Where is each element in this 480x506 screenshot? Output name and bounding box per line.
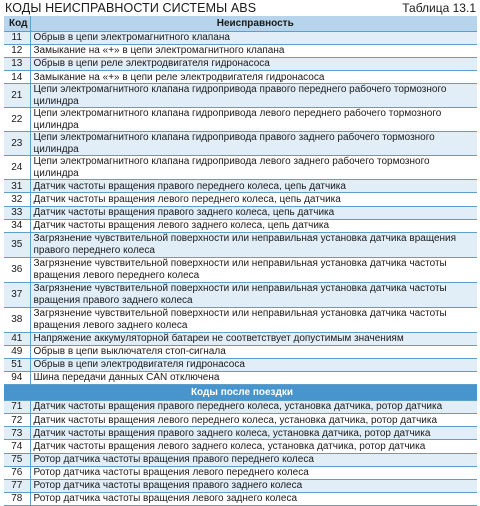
fault-code: 12 <box>4 45 30 58</box>
fault-code: 13 <box>4 58 30 71</box>
table-row <box>4 132 477 156</box>
table-row <box>4 332 477 345</box>
table-row <box>4 257 477 282</box>
column-header-fault: Неисправность <box>30 16 477 32</box>
table-body <box>4 32 477 506</box>
fault-description: Напряжение аккумуляторной батареи не соответствует допустимым значениям <box>30 332 477 345</box>
fault-code: 77 <box>4 479 30 492</box>
fault-code: 75 <box>4 453 30 466</box>
fault-code: 24 <box>4 156 30 180</box>
fault-description: Ротор датчика частоты вращения левого переднего колеса <box>30 466 477 479</box>
document-title: КОДЫ НЕИСПРАВНОСТИ СИСТЕМЫ ABS <box>5 1 257 15</box>
fault-description: Цепи электромагнитного клапана гидропривода правого переднего рабочего тормозного цилиндра <box>30 84 477 108</box>
fault-code: 36 <box>4 257 30 282</box>
table-row <box>4 108 477 132</box>
table-row <box>4 453 477 466</box>
fault-code: 78 <box>4 492 30 505</box>
fault-code: 14 <box>4 71 30 84</box>
fault-description: Датчик частоты вращения левого переднего колеса, цепь датчика <box>30 193 477 206</box>
table-row <box>4 345 477 358</box>
table-row <box>4 358 477 371</box>
fault-description: Замыкание на «+» в цепи реле электродвигателя гидронасоса <box>30 71 477 84</box>
column-header-code: Код <box>4 16 30 32</box>
table-row <box>4 193 477 206</box>
fault-code: 37 <box>4 282 30 307</box>
fault-code: 49 <box>4 345 30 358</box>
fault-code: 74 <box>4 440 30 453</box>
fault-code: 21 <box>4 84 30 108</box>
section-row-after-trip <box>4 385 477 401</box>
table-row <box>4 372 477 385</box>
table-row <box>4 414 477 427</box>
table-row <box>4 71 477 84</box>
table-row <box>4 180 477 193</box>
fault-code: 11 <box>4 32 30 45</box>
table-row <box>4 206 477 219</box>
table-row <box>4 45 477 58</box>
fault-description: Цепи электромагнитного клапана гидропривода правого заднего рабочего тормозного цилиндра <box>30 132 477 156</box>
fault-description: Шина передачи данных CAN отключена <box>30 372 477 385</box>
fault-description: Датчик частоты вращения левого заднего колеса, установка датчика, ротор датчика <box>30 440 477 453</box>
fault-description: Датчик частоты вращения правого переднего колеса, установка датчика, ротор датчика <box>30 401 477 414</box>
fault-description: Обрыв в цепи электродвигателя гидронасоса <box>30 358 477 371</box>
table-number: Таблица 13.1 <box>402 1 476 15</box>
table-row <box>4 232 477 257</box>
fault-codes-table <box>4 16 477 506</box>
fault-description: Датчик частоты вращения правого заднего колеса, установка датчика, ротор датчика <box>30 427 477 440</box>
title-bar <box>0 0 480 16</box>
fault-description: Обрыв в цепи выключателя стоп-сигнала <box>30 345 477 358</box>
table-row <box>4 84 477 108</box>
fault-code: 72 <box>4 414 30 427</box>
table-row <box>4 307 477 332</box>
table-row <box>4 156 477 180</box>
fault-description: Цепи электромагнитного клапана гидропривода левого переднего рабочего тормозного цилиндра <box>30 108 477 132</box>
fault-code: 76 <box>4 466 30 479</box>
fault-description: Цепи электромагнитного клапана гидропривода левого заднего рабочего тормозного цилиндра <box>30 156 477 180</box>
fault-description: Ротор датчика частоты вращения правого заднего колеса <box>30 479 477 492</box>
fault-code: 71 <box>4 401 30 414</box>
fault-description: Ротор датчика частоты вращения правого переднего колеса <box>30 453 477 466</box>
fault-code: 22 <box>4 108 30 132</box>
fault-code: 38 <box>4 307 30 332</box>
fault-description: Обрыв в цепи реле электродвигателя гидронасоса <box>30 58 477 71</box>
section-title: Коды после поездки <box>4 385 477 401</box>
fault-description: Загрязнение чувствительной поверхности или неправильная установка датчика вращения правого переднего колеса <box>30 232 477 257</box>
table-row <box>4 401 477 414</box>
fault-code: 33 <box>4 206 30 219</box>
fault-description: Датчик частоты вращения правого переднего колеса, цепь датчика <box>30 180 477 193</box>
fault-description: Замыкание на «+» в цепи электромагнитного клапана <box>30 45 477 58</box>
fault-description: Датчик частоты вращения левого переднего колеса, установка датчика, ротор датчика <box>30 414 477 427</box>
table-row <box>4 440 477 453</box>
table-row <box>4 58 477 71</box>
fault-description: Ротор датчика частоты вращения левого заднего колеса <box>30 492 477 505</box>
fault-code: 35 <box>4 232 30 257</box>
fault-description: Загрязнение чувствительной поверхности или неправильная установка датчика частоты вращения правого заднего колеса <box>30 282 477 307</box>
table-header-row <box>4 16 477 32</box>
fault-code: 31 <box>4 180 30 193</box>
fault-code: 23 <box>4 132 30 156</box>
fault-code: 73 <box>4 427 30 440</box>
fault-description: Загрязнение чувствительной поверхности или неправильная установка датчика частоты вращения левого переднего колеса <box>30 257 477 282</box>
table-row <box>4 219 477 232</box>
fault-code: 51 <box>4 358 30 371</box>
table-row <box>4 492 477 505</box>
fault-code: 41 <box>4 332 30 345</box>
table-row <box>4 282 477 307</box>
table-row <box>4 479 477 492</box>
fault-code: 32 <box>4 193 30 206</box>
fault-description: Датчик частоты вращения правого заднего колеса, цепь датчика <box>30 206 477 219</box>
table-row <box>4 427 477 440</box>
fault-description: Обрыв в цепи электромагнитного клапана <box>30 32 477 45</box>
fault-code: 94 <box>4 372 30 385</box>
table-row <box>4 32 477 45</box>
fault-code: 34 <box>4 219 30 232</box>
fault-description: Датчик частоты вращения левого заднего колеса, цепь датчика <box>30 219 477 232</box>
fault-description: Загрязнение чувствительной поверхности или неправильная установка датчика частоты вращения левого заднего колеса <box>30 307 477 332</box>
